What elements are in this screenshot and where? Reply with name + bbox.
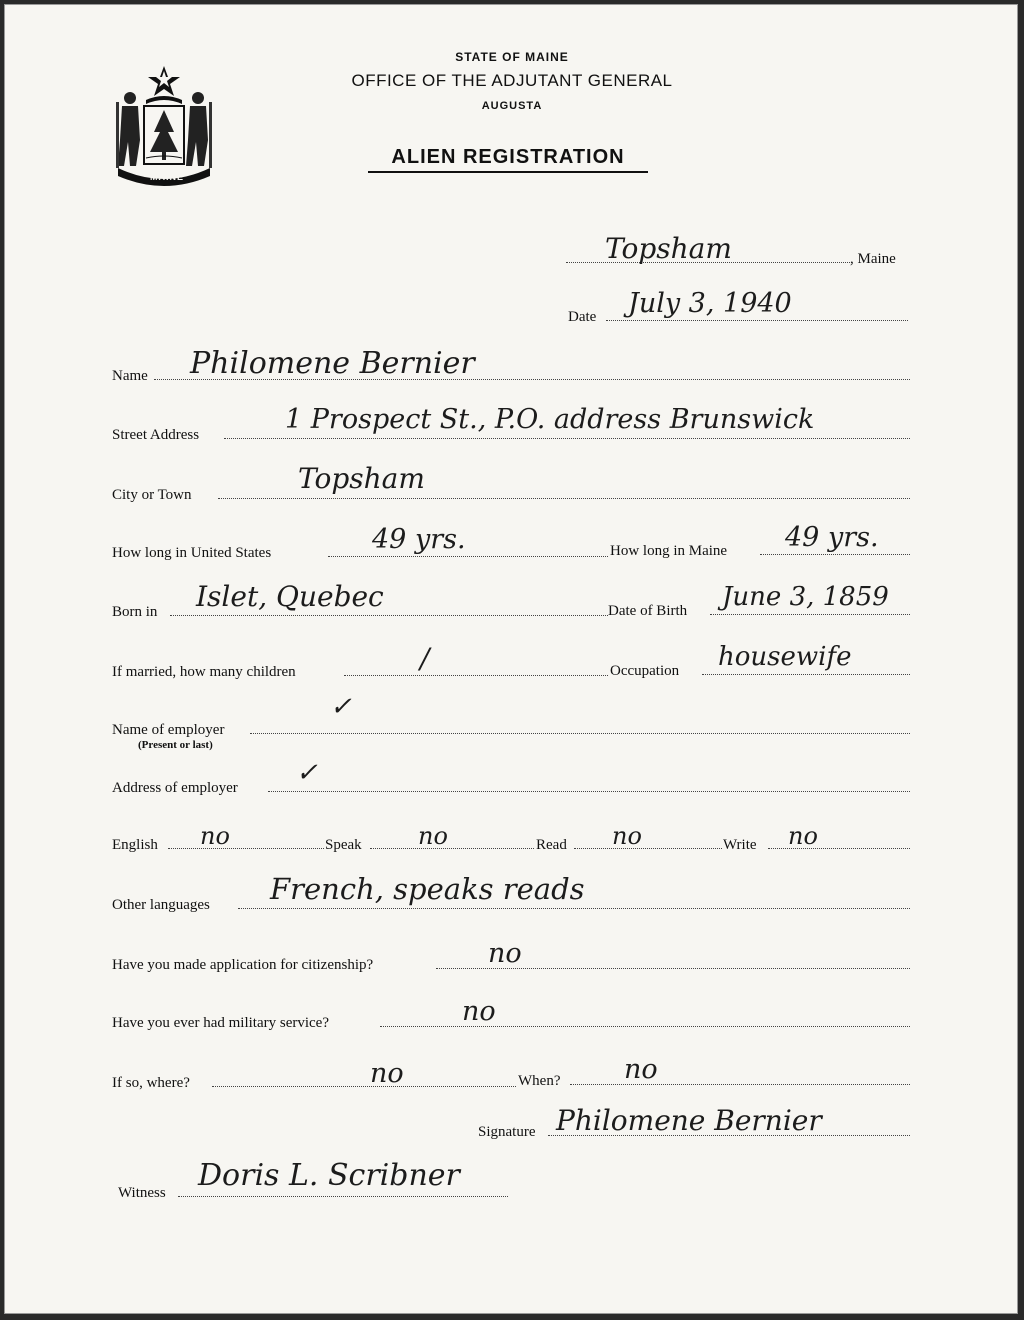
where-value: no [370, 1058, 404, 1089]
born-in-label: Born in [112, 604, 158, 620]
speak-label: Speak [325, 837, 362, 853]
employer-name-label: Name of employer [112, 722, 225, 738]
write-value: no [788, 822, 818, 850]
where-label: If so, where? [112, 1075, 190, 1091]
date-label: Date [568, 309, 597, 325]
born-in-line [170, 615, 608, 616]
signature-label: Signature [478, 1124, 536, 1140]
occupation-line [702, 674, 910, 675]
how-long-maine-value: 49 yrs. [785, 522, 879, 553]
form-title: ALIEN REGISTRATION [368, 146, 648, 173]
born-in-value: Islet, Quebec [196, 580, 384, 613]
date-of-birth-label: Date of Birth [608, 603, 688, 619]
other-languages-line [238, 908, 910, 909]
employer-name-line [250, 733, 910, 734]
witness-line [178, 1196, 508, 1197]
date-of-birth-line [710, 614, 910, 615]
city-town-line [218, 498, 910, 499]
name-value: Philomene Bernier [190, 346, 475, 381]
when-line [570, 1084, 910, 1085]
seal-banner: MAINE [150, 172, 184, 182]
street-address-value: 1 Prospect St., P.O. address Brunswick [285, 404, 815, 435]
place-suffix: , Maine [850, 251, 896, 267]
date-value: July 3, 1940 [628, 288, 792, 319]
other-languages-value: French, speaks reads [270, 872, 585, 906]
when-label: When? [518, 1073, 561, 1089]
other-languages-label: Other languages [112, 897, 210, 913]
state-heading: STATE OF MAINE [455, 50, 569, 64]
witness-value: Doris L. Scribner [198, 1158, 460, 1193]
employer-address-value: ✓ [296, 758, 318, 788]
occupation-label: Occupation [610, 663, 680, 679]
how-long-maine-label: How long in Maine [610, 543, 728, 559]
read-label: Read [536, 837, 567, 853]
employer-name-value: ✓ [330, 692, 352, 722]
write-label: Write [723, 837, 757, 853]
how-long-us-line [328, 556, 608, 557]
employer-address-line [268, 791, 910, 792]
office-heading: OFFICE OF THE ADJUTANT GENERAL [351, 71, 673, 90]
military-label: Have you ever had military service? [112, 1015, 329, 1031]
how-long-us-label: How long in United States [112, 545, 272, 561]
place-value: Topsham [605, 232, 732, 265]
city-town-label: City or Town [112, 487, 192, 503]
document-page [4, 4, 1018, 1314]
name-label: Name [112, 368, 148, 384]
read-line [574, 848, 722, 849]
employer-name-sublabel: (Present or last) [138, 739, 213, 751]
military-line [380, 1026, 910, 1027]
english-value: no [200, 822, 230, 850]
citizenship-value: no [488, 938, 522, 969]
maine-seal-icon [108, 62, 220, 190]
how-long-maine-line [760, 554, 910, 555]
citizenship-label: Have you made application for citizenship? [112, 957, 374, 973]
date-of-birth-value: June 3, 1859 [722, 582, 889, 612]
employer-address-label: Address of employer [112, 780, 238, 796]
military-value: no [462, 996, 496, 1027]
witness-label: Witness [118, 1185, 166, 1201]
read-value: no [612, 822, 642, 850]
when-value: no [624, 1054, 658, 1085]
children-line [344, 675, 608, 676]
children-label: If married, how many children [112, 664, 296, 680]
occupation-value: housewife [718, 642, 852, 672]
city-heading: AUGUSTA [481, 100, 543, 112]
date-line [606, 320, 908, 321]
street-address-line [224, 438, 910, 439]
children-value: / [420, 642, 430, 675]
street-address-label: Street Address [112, 427, 200, 443]
how-long-us-value: 49 yrs. [372, 524, 466, 555]
city-town-value: Topsham [298, 462, 425, 495]
speak-line [370, 848, 534, 849]
where-line [212, 1086, 516, 1087]
speak-value: no [418, 822, 448, 850]
english-line [168, 848, 324, 849]
english-label: English [112, 837, 158, 853]
signature-value: Philomene Bernier [556, 1104, 822, 1137]
